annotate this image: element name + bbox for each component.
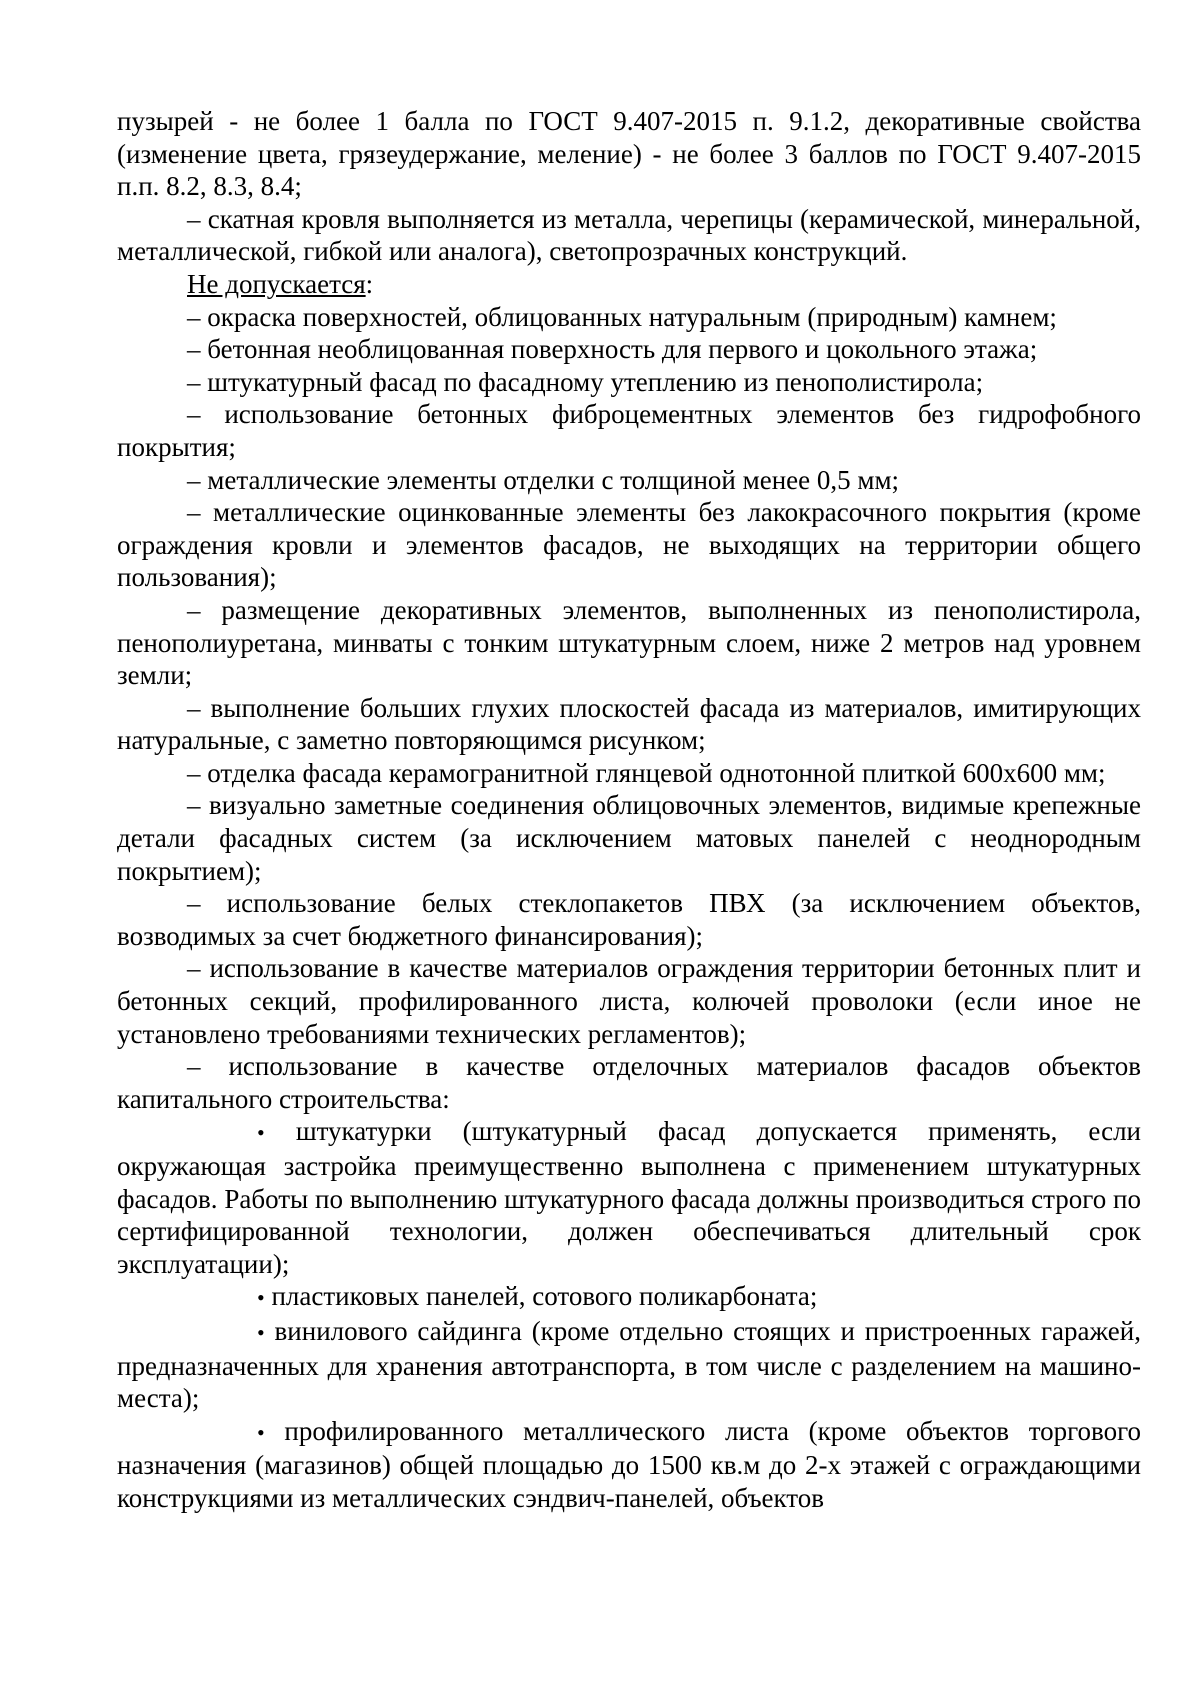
- heading-underlined: Не допускается: [187, 268, 366, 299]
- list-item: – штукатурный фасад по фасадному утеплению из пенополистирола;: [187, 366, 984, 397]
- bullet-icon: •: [257, 1419, 265, 1445]
- section-heading: [117, 268, 1141, 301]
- bullet-text: винилового сайдинга (кроме отдельно стоящих и пристроенных гаражей, предназначенных для хранения автотранспорта, в том числе с разделением на машино-места);: [117, 1315, 1141, 1414]
- list-item: – бетонная необлицованная поверхность для первого и цокольного этажа;: [187, 334, 1038, 365]
- list-item: – размещение декоративных элементов, выполненных из пенополистирола, пенополиуретана, минваты с тонким штукатурным слоем, ниже 2 метров над уровнем земли;: [117, 594, 1141, 691]
- bullet-text: штукатурки (штукатурный фасад допускается применять, если окружающая застройка преимущественно выполнена с применением штукатурных фасадов. Работы по выполнению штукатурного фасада должны производиться строго по сертифицированной технологии, должен обеспечиваться длительный срок эксплуатации);: [117, 1116, 1141, 1279]
- bullet-icon: •: [257, 1120, 265, 1146]
- bullet-item: [117, 1115, 1141, 1280]
- list-item: – использование в качестве отделочных материалов фасадов объектов капитального строительства:: [117, 1051, 1141, 1114]
- bullet-item: [117, 1280, 1141, 1315]
- list-item: – отделка фасада керамогранитной глянцевой однотонной плиткой 600х600 мм;: [187, 757, 1106, 788]
- bullet-icon: •: [257, 1285, 265, 1311]
- heading-colon: :: [365, 268, 374, 299]
- bullet-icon: •: [257, 1319, 265, 1345]
- paragraph-roof: – скатная кровля выполняется из металла, черепицы (керамической, минеральной, металлической, гибкой или аналога), светопрозрачных конструкций.: [117, 203, 1141, 267]
- document-page: [117, 105, 1141, 1515]
- bullet-item: [117, 1415, 1141, 1515]
- list-item: – металлические элементы отделки с толщиной менее 0,5 мм;: [187, 464, 900, 495]
- list-item: – использование в качестве материалов ограждения территории бетонных плит и бетонных секций, профилированного листа, колючей проволоки (если иное не установлено требованиями технических регламентов);: [117, 953, 1141, 1049]
- list-item: – металлические оцинкованные элементы без лакокрасочного покрытия (кроме ограждения кровли и элементов фасадов, не выходящих на территории общего пользования);: [117, 497, 1141, 593]
- bullet-text: пластиковых панелей, сотового поликарбоната;: [271, 1281, 818, 1312]
- bullet-text: профилированного металлического листа (кроме объектов торгового назначения (магазинов) общей площадью до 1500 кв.м до 2-х этажей с ограждающими конструкциями из металлических сэндвич-панелей, объектов: [117, 1415, 1142, 1513]
- list-item: – использование белых стеклопакетов ПВХ (за исключением объектов, возводимых за счет бюджетного финансирования);: [117, 888, 1141, 951]
- list-item: – визуально заметные соединения облицовочных элементов, видимые крепежные детали фасадных систем (за исключением матовых панелей с неоднородным покрытием);: [117, 790, 1141, 886]
- list-item: – окраска поверхностей, облицованных натуральным (природным) камнем;: [187, 301, 1057, 332]
- paragraph-continuation: пузырей - не более 1 балла по ГОСТ 9.407-2015 п. 9.1.2, декоративные свойства (изменение цвета, грязеудержание, меление) - не более 3 баллов по ГОСТ 9.407-2015 п.п. 8.2, 8.3, 8.4;: [117, 106, 1141, 202]
- list-item: – выполнение больших глухих плоскостей фасада из материалов, имитирующих натуральные, с заметно повторяющимся рисунком;: [117, 692, 1141, 756]
- bullet-item: [117, 1315, 1141, 1415]
- list-item: – использование бетонных фиброцементных элементов без гидрофобного покрытия;: [117, 399, 1141, 462]
